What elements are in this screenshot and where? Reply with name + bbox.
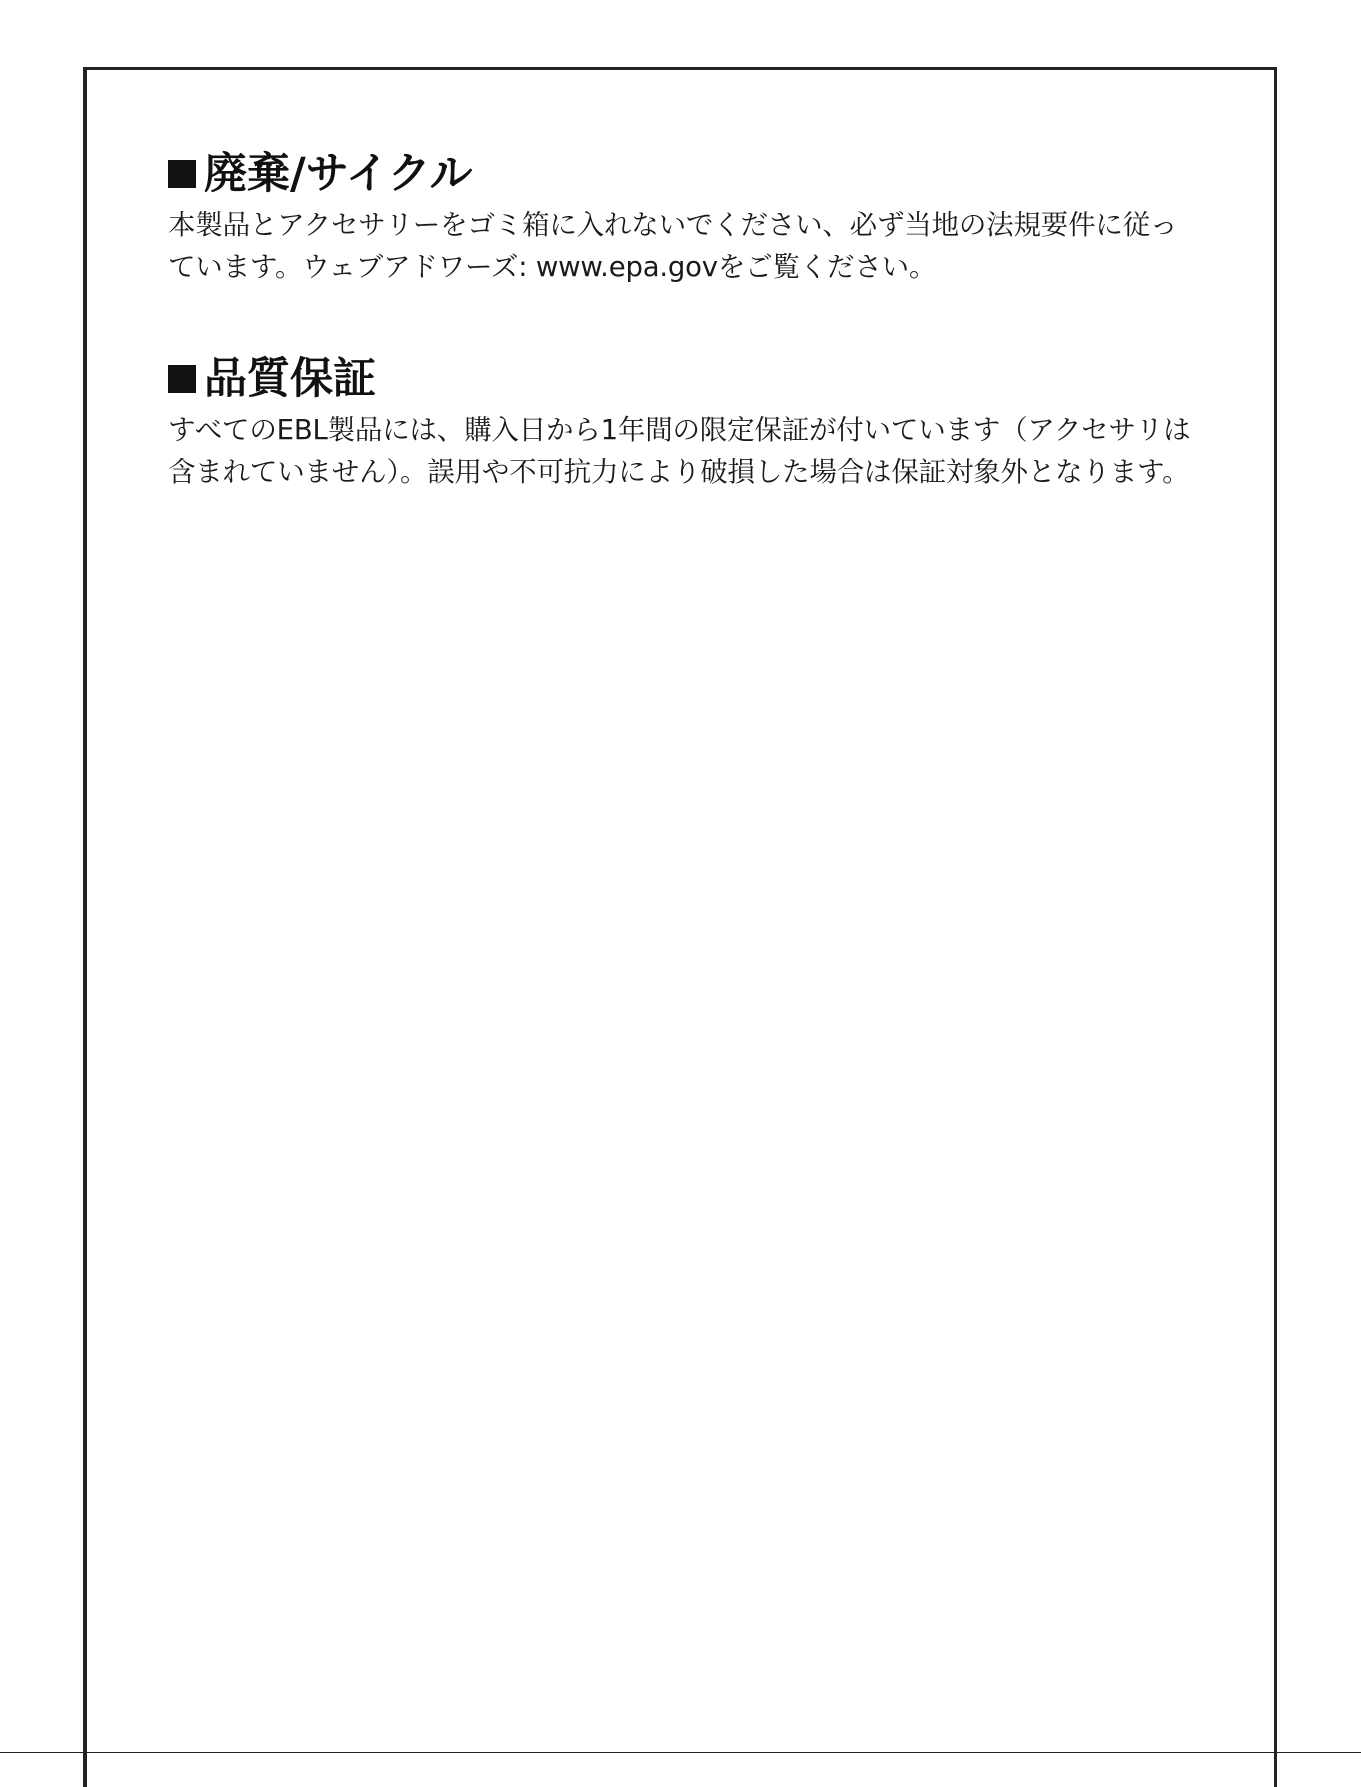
- page-frame: [83, 67, 1277, 1787]
- black-square-icon: [168, 160, 196, 188]
- disposal-text: 本製品とアクセサリーをゴミ箱に入れないでください、必ず当地の法規要件に従っています。ウェブアドワーズ: www.epa.govをご覧ください。: [168, 209, 1178, 283]
- warranty-title: 品質保証: [204, 354, 376, 404]
- warranty-section: [168, 351, 1198, 493]
- warranty-text: すべてのEBL製品には、購入日から1年間の限定保証が付いています（アクセサリは含まれていません）。誤用や不可抗力により破損した場合は保証対象外となります。: [168, 414, 1191, 488]
- disposal-section: [168, 146, 1198, 288]
- black-square-icon: [168, 365, 196, 393]
- warranty-heading: [168, 351, 1198, 407]
- disposal-heading: [168, 146, 1198, 202]
- disposal-title: 廃棄/サイクル: [204, 149, 473, 199]
- bottom-border: [0, 1752, 1361, 1753]
